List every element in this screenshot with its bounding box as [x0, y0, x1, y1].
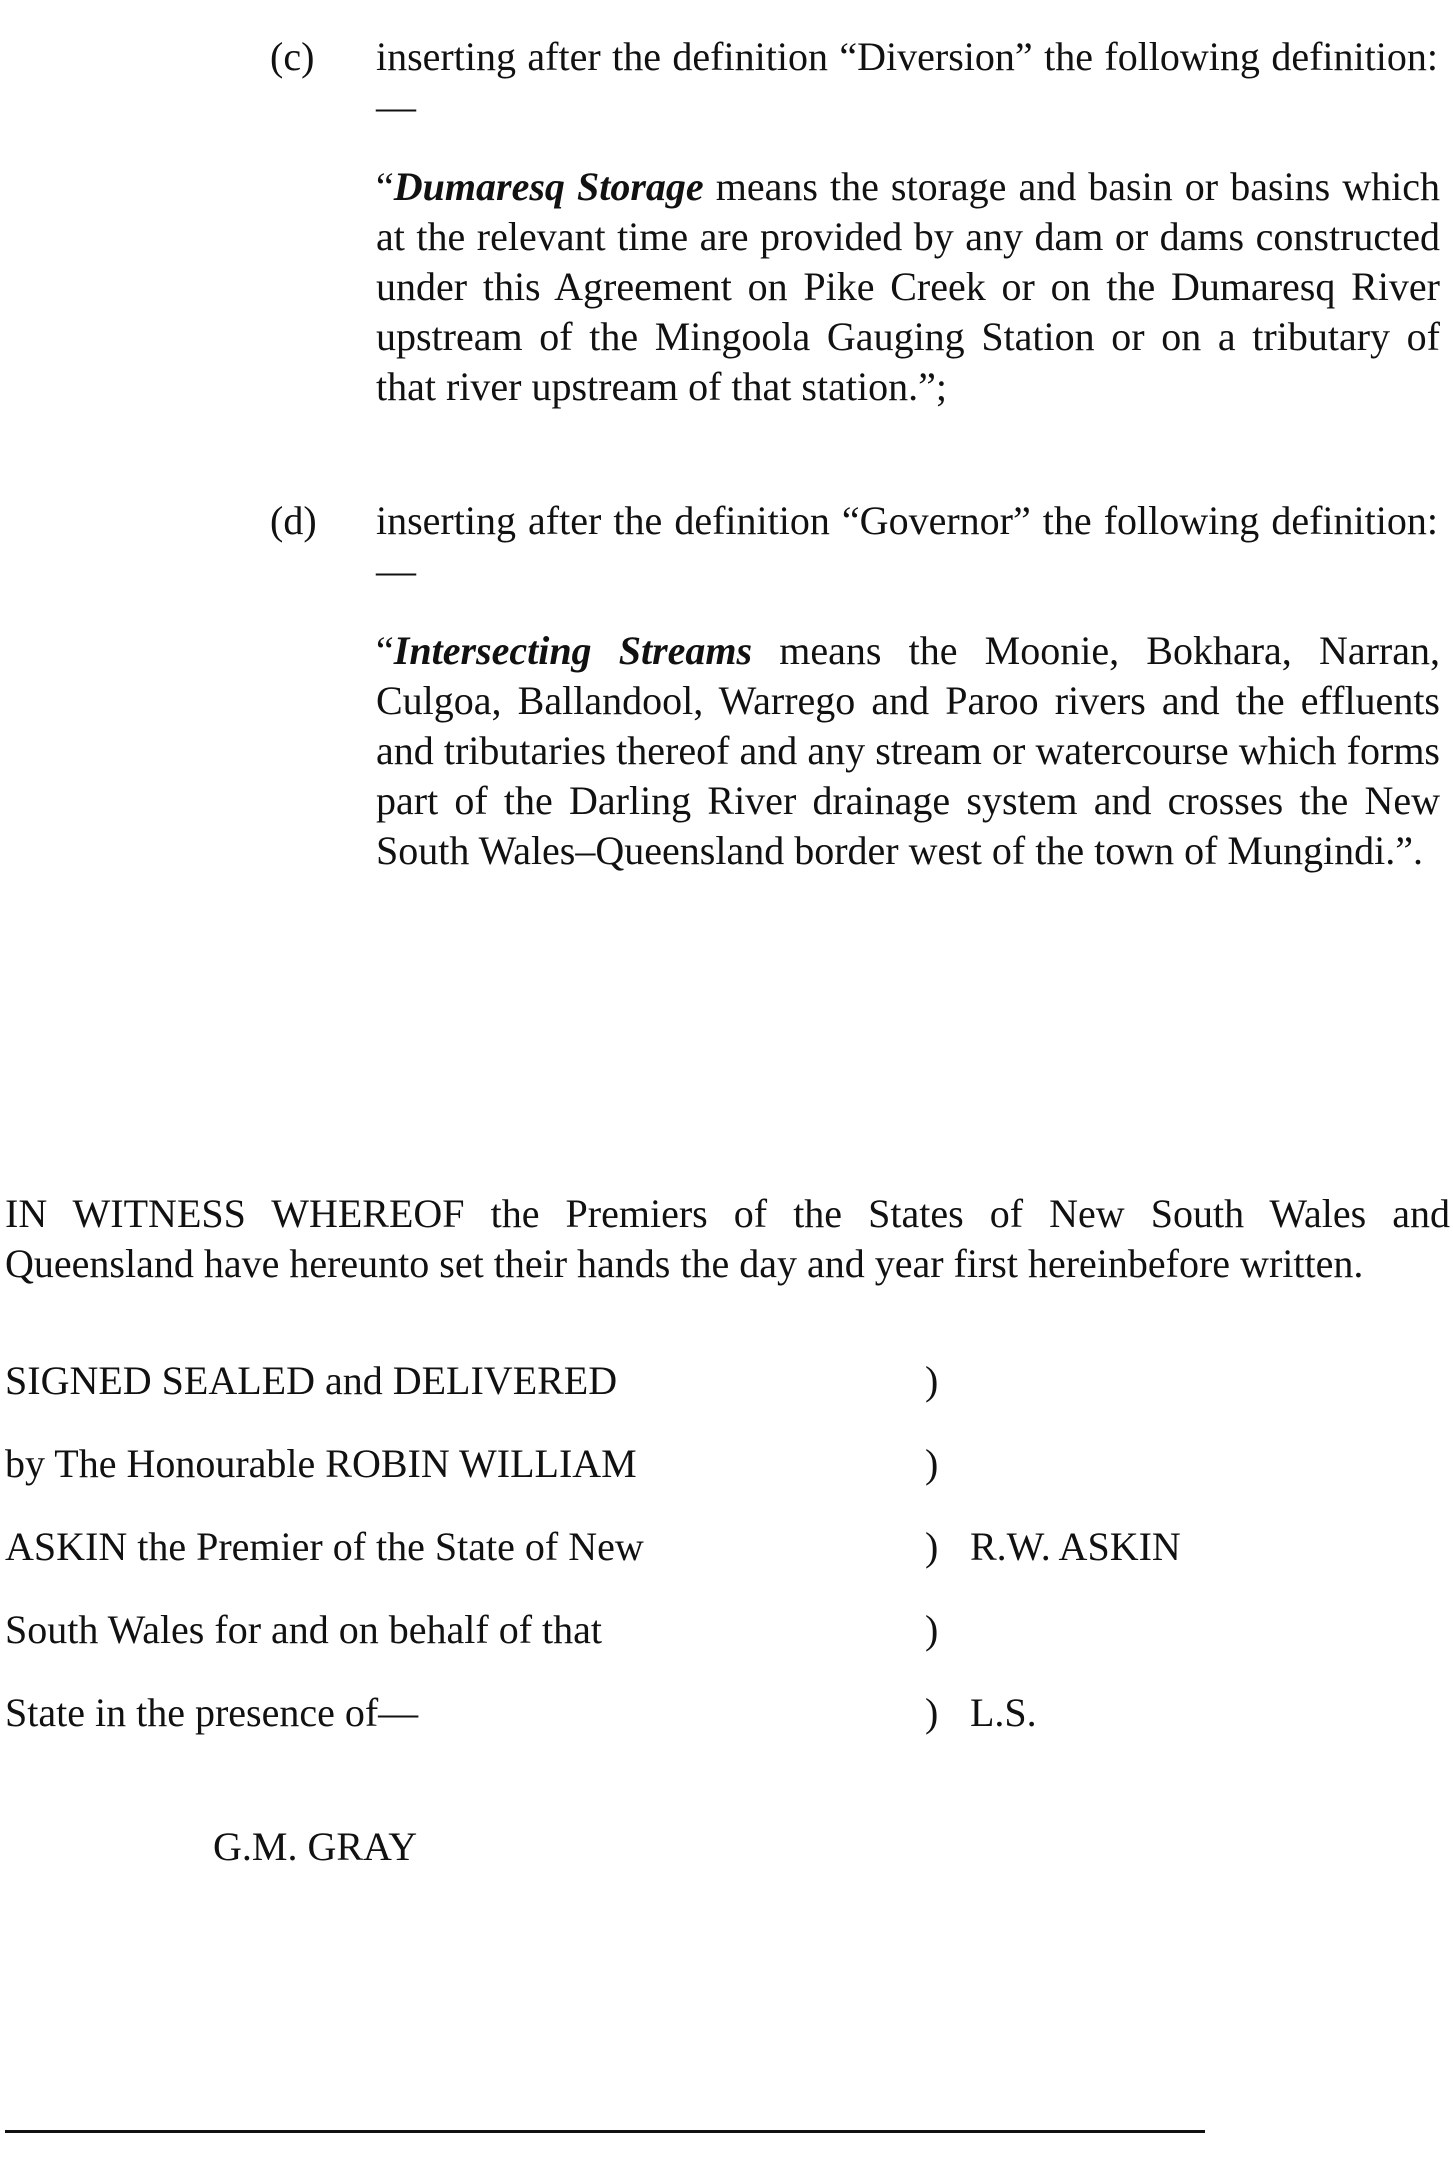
signature-row: [5, 1356, 1445, 1406]
amendment-item-c: [270, 32, 1450, 412]
signature-row: [5, 1605, 1445, 1655]
signature-bracket: ): [925, 1690, 939, 1735]
amendment-item-d: [270, 496, 1450, 876]
seal-mark: L.S.: [970, 1690, 1037, 1735]
definition-paragraph: [376, 626, 1440, 876]
definition-open-quote: “: [376, 628, 394, 673]
definition-text: means the storage and basin or basins which at the relevant time are provided by any dam or dams constructed under this Agreement on Pike Creek or on the Dumaresq River upstream of the Mingoola Gauging Station or on a tributary of that river upstream of that station.”;: [376, 164, 1441, 409]
signature-row-text: ASKIN the Premier of the State of New: [5, 1524, 644, 1569]
signature-row: [5, 1439, 1445, 1489]
signature-row-text: State in the presence of—: [5, 1690, 419, 1735]
item-intro: inserting after the definition “Governor” the following definition:—: [376, 498, 1438, 593]
defined-term: Dumaresq Storage: [393, 164, 704, 209]
signatory-name: R.W. ASKIN: [970, 1524, 1181, 1569]
signature-row: [5, 1688, 1445, 1738]
signature-row-text: SIGNED SEALED and DELIVERED: [5, 1358, 618, 1403]
item-label: (c): [270, 34, 315, 79]
witness-clause: IN WITNESS WHEREOF the Premiers of the States of New South Wales and Queensland have hereunto set their hands the day and year first hereinbefore written.: [5, 1191, 1450, 1286]
signature-row-text: by The Honourable ROBIN WILLIAM: [5, 1441, 637, 1486]
definition-open-quote: “: [376, 164, 394, 209]
signature-bracket: ): [925, 1441, 939, 1486]
footer-rule: [5, 2130, 1205, 2133]
signature-row: [5, 1522, 1445, 1572]
signature-row-text: South Wales for and on behalf of that: [5, 1607, 603, 1652]
item-intro: inserting after the definition “Diversion” the following definition:—: [376, 34, 1438, 129]
witness-name: G.M. GRAY: [213, 1824, 418, 1869]
item-label: (d): [270, 498, 317, 543]
signature-bracket: ): [925, 1358, 939, 1403]
definition-text: means the Moonie, Bokhara, Narran, Culgoa, Ballandool, Warrego and Paroo rivers and the effluents and tributaries thereof and any stream or watercourse which forms part of the Darling River drainage system and crosses the New South Wales–Queensland border west of the town of Mungindi.”.: [376, 628, 1440, 873]
signature-bracket: ): [925, 1607, 939, 1652]
definition-paragraph: [376, 162, 1440, 412]
signature-bracket: ): [925, 1524, 939, 1569]
defined-term: Intersecting Streams: [393, 628, 753, 673]
